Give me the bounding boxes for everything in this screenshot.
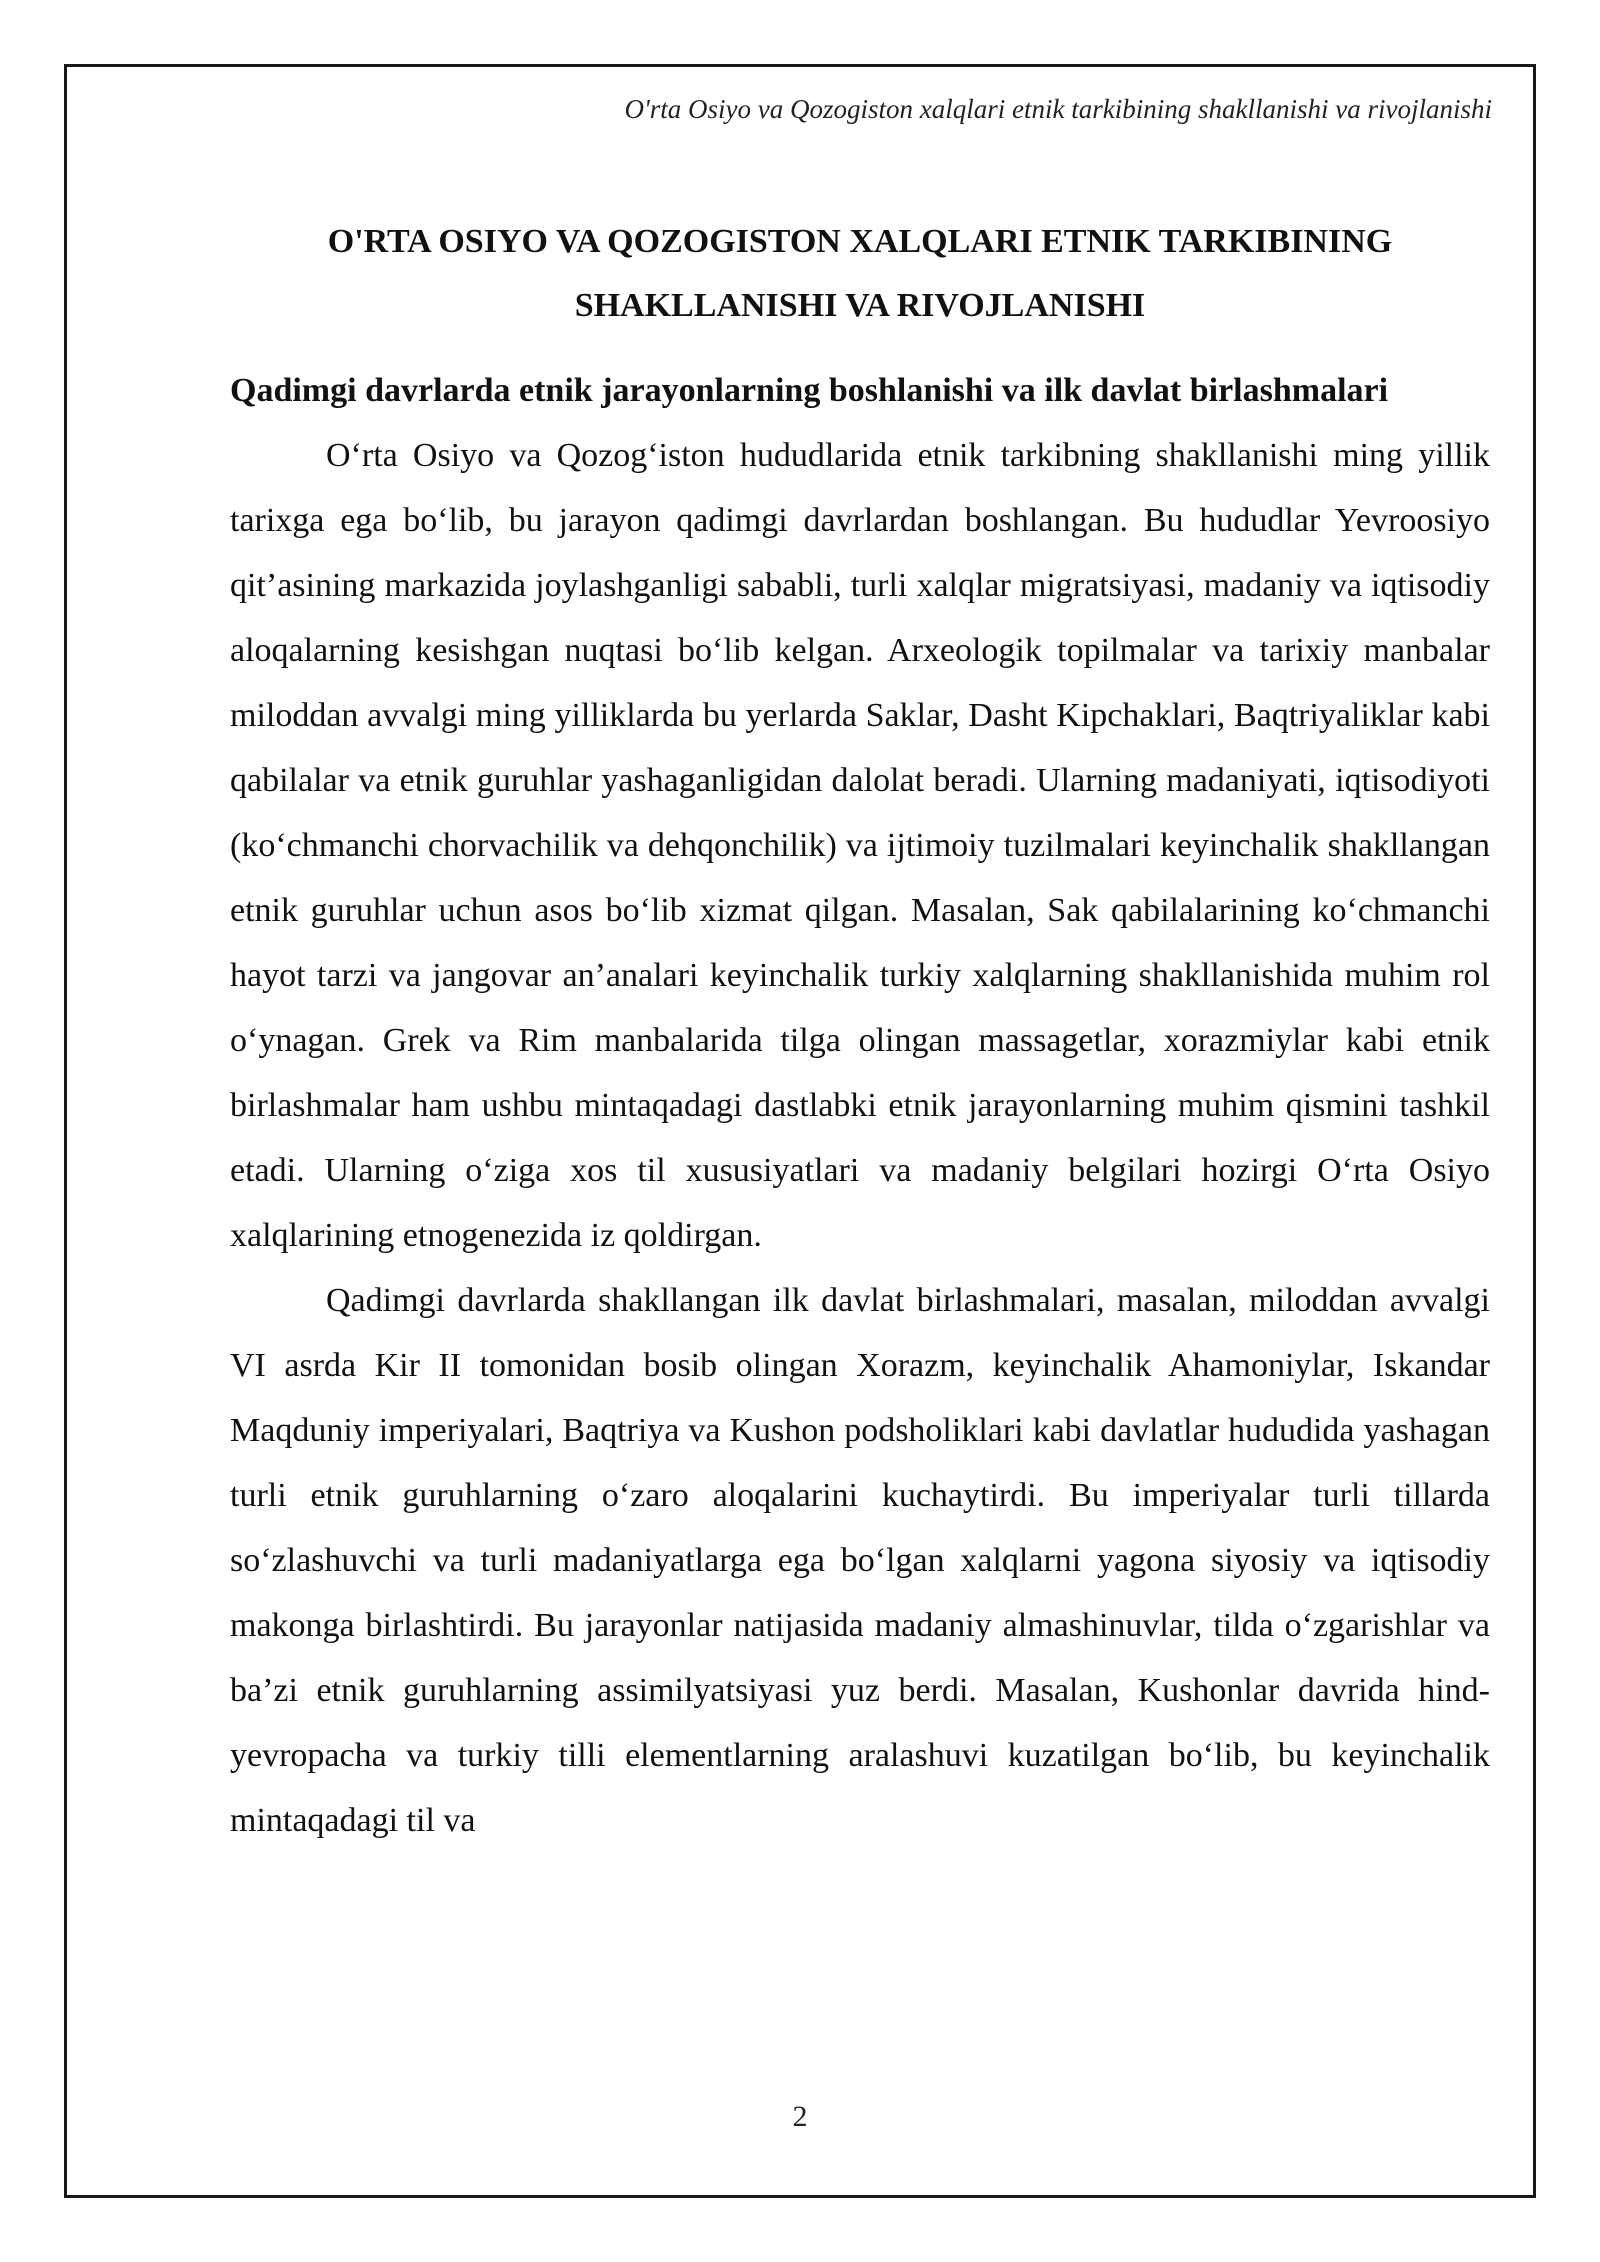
document-title: O'RTA OSIYO VA QOZOGISTON XALQLARI ETNIK TARKIBINING SHAKLLANISHI VA RIVOJLANISHI [327, 223, 1393, 324]
paragraph-1: O‘rta Osiyo va Qozog‘iston hududlarida etnik tarkibning shakllanishi ming yillik tarixga ega bo‘lib, bu jarayon qadimgi davrlardan boshlangan. Bu hududlar Yevroosiyo qit’asining markazida joylashganligi sababli, turli xalqlar migratsiyasi, madaniy va iqtisodiy aloqalarning kesishgan nuqtasi bo‘lib kelgan. Arxeologik topilmalar va tarixiy manbalar miloddan avvalgi ming yilliklarda bu yerlarda Saklar, Dasht Kipchaklari, Baqtriyaliklar kabi qabilalar va etnik guruhlar yashaganligidan dalolat beradi. Ularning madaniyati, iqtisodiyoti (ko‘chmanchi chorvachilik va dehqonchilik) va ijtimoiy tuzilmalari keyinchalik shakllangan etnik guruhlar uchun asos bo‘lib xizmat qilgan. Masalan, Sak qabilalarining ko‘chmanchi hayot tarzi va jangovar an’analari keyinchalik turkiy xalqlarning shakllanishida muhim rol o‘ynagan. Grek va Rim manbalarida tilga olingan massagetlar, xorazmiylar kabi etnik birlashmalar ham ushbu mintaqadagi dastlabki etnik jarayonlarning muhim qismini tashkil etadi. Ularning o‘ziga xos til xususiyatlari va madaniy belgilari hozirgi O‘rta Osiyo xalqlarining etnogenezida iz qoldirgan. [230, 437, 1490, 1254]
section-heading: Qadimgi davrlarda etnik jarayonlarning boshlanishi va ilk davlat birlashmalari [230, 372, 1389, 409]
page-content [230, 210, 1490, 1853]
paragraph-2: Qadimgi davrlarda shakllangan ilk davlat birlashmalari, masalan, miloddan avvalgi VI asrda Kir II tomonidan bosib olingan Xorazm, keyinchalik Ahamoniylar, Iskandar Maqduniy imperiyalari, Baqtriya va Kushon podsholiklari kabi davlatlar hududida yashagan turli etnik guruhlarning o‘zaro aloqalarini kuchaytirdi. Bu imperiyalar turli tillarda so‘zlashuvchi va turli madaniyatlarga ega bo‘lgan xalqlarni yagona siyosiy va iqtisodiy makonga birlashtirdi. Bu jarayonlar natijasida madaniy almashinuvlar, tilda o‘zgarishlar va ba’zi etnik guruhlarning assimilyatsiyasi yuz berdi. Masalan, Kushonlar davrida hind-yevropacha va turkiy tilli elementlarning aralashuvi kuzatilgan bo‘lib, bu keyinchalik mintaqadagi til va [230, 1282, 1490, 1839]
running-header: O'rta Osiyo va Qozogiston xalqlari etnik tarkibining shakllanishi va rivojlanishi [624, 94, 1492, 124]
page-number: 2 [792, 2100, 808, 2133]
